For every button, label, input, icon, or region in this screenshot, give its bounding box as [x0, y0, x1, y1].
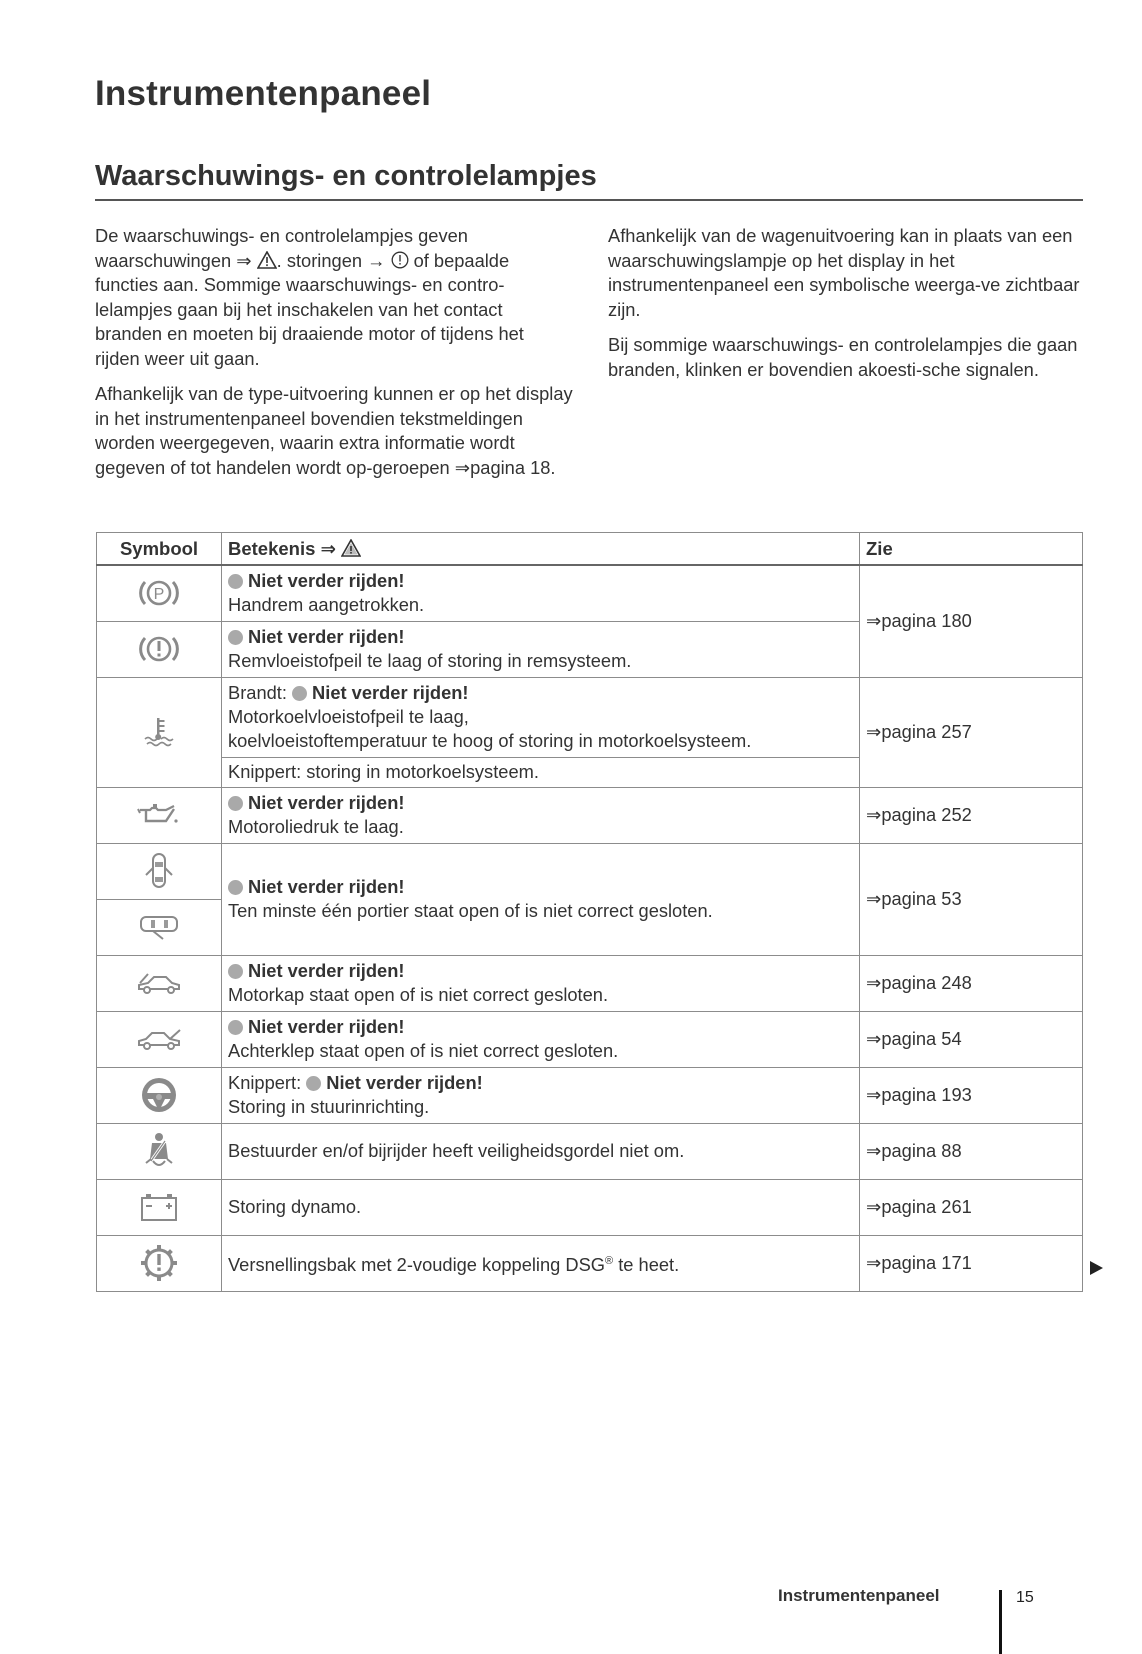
hood-open-icon [134, 969, 184, 997]
table-row: Niet verder rijden! Remvloeistofpeil te laag of storing in remsysteem. [97, 621, 1083, 677]
page-reference[interactable]: ⇒pagina 193 [860, 1067, 1083, 1123]
footer-section-title: Instrumentenpaneel [778, 1586, 940, 1605]
header-symbol: Symbool [97, 533, 222, 566]
warning-triangle-icon [257, 251, 277, 269]
stop-icon [306, 1076, 321, 1091]
warning-lamps-table [96, 532, 1083, 1292]
page-reference[interactable]: ⇒pagina 53 [860, 843, 1083, 955]
stop-icon [228, 796, 243, 811]
page-reference[interactable]: ⇒pagina 248 [860, 955, 1083, 1011]
table-row: Knippert: Niet verder rijden! Storing in stuurinrichting. ⇒pagina 193 [97, 1067, 1083, 1123]
page-reference[interactable]: ⇒pagina 252 [860, 787, 1083, 843]
stop-icon [228, 1020, 243, 1035]
section-title: Waarschuwings- en controlelampjes [95, 160, 597, 192]
page-reference[interactable]: ⇒pagina 88 [860, 1123, 1083, 1179]
stop-icon [228, 630, 243, 645]
seatbelt-icon [142, 1131, 176, 1171]
intro-paragraph-3: Afhankelijk van de wagenuitvoering kan in plaats van een waarschuwingslampje op het display in het instrumentenpaneel een symbolische weerga-ve zichtbaar zijn. [608, 225, 1080, 320]
page-reference[interactable]: ⇒pagina 180 [860, 565, 1083, 677]
continue-arrow-icon [1090, 1261, 1103, 1275]
intro-right-column [608, 224, 1086, 393]
battery-icon [137, 1191, 181, 1223]
intro-paragraph-2: Afhankelijk van de type-uitvoering kunnen er op het display in het instrumentenpaneel bovendien tekstmeldingen worden weergegeven, waarin extra informatie wordt gegeven of tot handelen wordt op-geroepen ⇒pagina 18. [95, 383, 573, 478]
intro-paragraph-4: Bij sommige waarschuwings- en controlelampjes die gaan branden, klinken er bovendien akoesti-sche signalen. [608, 334, 1078, 380]
header-meaning: Betekenis ⇒ [222, 533, 860, 566]
stop-icon [228, 880, 243, 895]
stop-icon [228, 964, 243, 979]
trunk-open-icon [134, 1025, 184, 1053]
page-reference[interactable]: ⇒pagina 171 [860, 1235, 1083, 1291]
notice-circle-icon [391, 251, 409, 269]
table-row: Niet verder rijden! Ten minste één portier staat open of is niet correct gesloten. ⇒pagina 53 [97, 843, 1083, 899]
page-reference[interactable]: ⇒pagina 261 [860, 1179, 1083, 1235]
page-title: Instrumentenpaneel [95, 74, 432, 113]
warning-triangle-icon [341, 539, 361, 557]
stop-icon [228, 574, 243, 589]
table-row: Storing dynamo. ⇒pagina 261 [97, 1179, 1083, 1235]
brake-system-icon [137, 632, 181, 666]
table-row: Niet verder rijden! Achterklep staat open of is niet correct gesloten. ⇒pagina 54 [97, 1011, 1083, 1067]
table-row: Brandt: Niet verder rijden! Motorkoelvloeistofpeil te laag, koelvloeistoftemperatuur te hoog of storing in motorkoelsysteem. ⇒pagina 257 [97, 677, 1083, 757]
coolant-temperature-icon [139, 715, 179, 749]
table-header-row [97, 533, 1083, 566]
parking-brake-icon [137, 576, 181, 610]
svg-text:P: P [153, 586, 165, 604]
page-reference[interactable]: ⇒pagina 257 [860, 677, 1083, 787]
header-see: Zie [860, 533, 1083, 566]
footer-divider [999, 1590, 1002, 1654]
steering-wheel-icon [139, 1075, 179, 1115]
table-row: Bestuurder en/of bijrijder heeft veiligheidsgordel niet om. ⇒pagina 88 [97, 1123, 1083, 1179]
door-open-side-icon [137, 912, 181, 942]
intro-left-column [95, 224, 573, 491]
table-row: P Niet verder rijden! Handrem aangetrokken. ⇒pagina 180 [97, 565, 1083, 621]
oil-pressure-icon [136, 801, 182, 829]
section-rule [95, 199, 1083, 201]
table-row: Versnellingsbak met 2-voudige koppeling DSG® te heet. ⇒pagina 171 [97, 1235, 1083, 1291]
page-reference[interactable]: ⇒pagina 54 [860, 1011, 1083, 1067]
stop-icon [292, 686, 307, 701]
table-row: Niet verder rijden! Motorkap staat open of is niet correct gesloten. ⇒pagina 248 [97, 955, 1083, 1011]
intro-paragraph-1: De waarschuwings- en controlelampjes geven waarschuwingen ⇒ . storingen → of bepaalde functies aan. Sommige waarschuwings- en contro-lelampjes gaan bij het inschakelen van het contact branden en moeten bij draaiende motor of tijdens het rijden weer uit gaan. [95, 225, 524, 369]
table-row: Knippert: storing in motorkoelsysteem. [97, 757, 1083, 787]
table-row: Niet verder rijden! Motoroliedruk te laag. ⇒pagina 252 [97, 787, 1083, 843]
gearbox-warning-icon [139, 1243, 179, 1283]
door-open-top-icon [142, 851, 176, 891]
page-number: 15 [1016, 1589, 1034, 1606]
